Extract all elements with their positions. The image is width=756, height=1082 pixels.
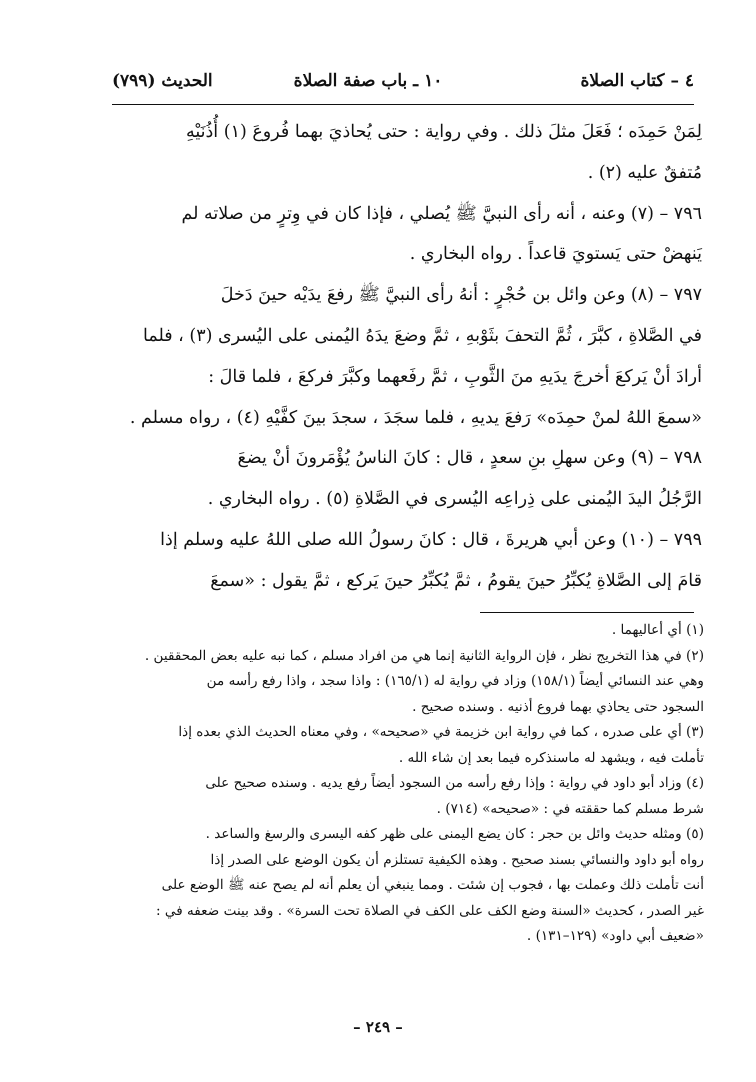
hadith-797-line: ٧٩٧ – (٨) وعن وائل بن حُجْرٍ : أنهُ رأى النبيَّ ﷺ رفعَ يدَيْه حينَ دَخلَ [220, 285, 702, 306]
text-line: لِمَنْ حَمِدَه ؛ فَعَلَ مثلَ ذلك . وفي رواية : حتى يُحاذيَ بهما فُروعَ (١) أُذُنَيْهِ [185, 122, 702, 142]
text-line: مُتفقٌ عليه (٢) . [587, 162, 702, 183]
text-line: الرَّجُلُ اليدَ اليُمنى على ذِراعِه اليُسرى في الصَّلاةِ (٥) . رواه البخاري . [207, 489, 702, 510]
footnote-line: السجود حتى يحاذي بهما فروع أذنيه . وسنده صحيح . [412, 698, 704, 715]
main-text [106, 112, 702, 602]
footnote-line: تأملت فيه ، ويشهد له ماسنذكره فيما بعد إن شاء الله . [398, 749, 704, 766]
page-number: – ٢٤٩ – [353, 1018, 403, 1036]
footnote-rule [480, 612, 694, 613]
text-line: أرادَ أنْ يَركعَ أخرجَ يدَيهِ منَ الثَّوبِ ، ثمَّ رفَعهما وكبَّرَ فركعَ ، فلما قالَ : [208, 366, 702, 387]
text-line: قامَ إلى الصَّلاةِ يُكبِّرُ حينَ يقومُ ، ثمَّ يُكبِّرُ حينَ يَركع ، ثمَّ يقول : «سمعَ [210, 570, 702, 591]
footnote-1: (١) أي أعاليهما . [611, 622, 704, 638]
footnote-line: «ضعيف أبي داود» (١٢٩–١٣١) . [526, 928, 704, 944]
footnote-4: (٤) وزاد أبو داود في رواية : وإذا رفع رأسه من السجود أيضاً رفع يديه . وسنده صحيح على [205, 775, 704, 791]
hadith-799-line: ٧٩٩ – (١٠) وعن أبي هريرةَ ، قال : كانَ رسولُ الله صلى اللهُ عليه وسلم إذا [160, 529, 702, 550]
footnote-line: رواه أبو داود والنسائي بسند صحيح . وهذه الكيفية تستلزم أن يكون الوضع على الصدر إذا [210, 851, 704, 868]
footnote-line: وهي عند النسائي أيضاً (١٥٨/١) وزاد في رواية له (١٦٥/١) : واذا سجد ، واذا رفع رأسه من [206, 673, 704, 689]
hadith-reference: الحديث (٧٩٩) [112, 71, 213, 91]
book-title: ٤ – كتاب الصلاة [580, 71, 694, 91]
footnote-line: شرط مسلم كما حققته في : «صحيحه» (٧١٤) . [436, 800, 704, 817]
footnote-line: غير الصدر ، كحديث «السنة وضع الكف على الكف في الصلاة تحت السرة» . وقد بينت ضعفه في : [155, 902, 704, 919]
page-header [112, 64, 694, 98]
text-line: في الصَّلاةِ ، كبَّرَ ، ثُمَّ التحفَ بثَوْبهِ ، ثمَّ وضعَ يدَهُ اليُمنى على اليُسرى (٣) ، فلما [143, 325, 702, 346]
footnote-5: (٥) ومثله حديث وائل بن حجر : كان يضع اليمنى على ظهر كفه اليسرى والرسغ والساعد . [205, 826, 704, 842]
chapter-title: ١٠ ـ باب صفة الصلاة [293, 71, 443, 91]
footnote-3: (٣) أي على صدره ، كما في رواية ابن خزيمة في «صحيحه» ، وفي معناه الحديث الذي بعده إذا [178, 724, 704, 740]
hadith-796-line: ٧٩٦ – (٧) وعنه ، أنه رأى النبيَّ ﷺ يُصلي ، فإذا كان في وِترٍ من صلاته لم [181, 203, 702, 224]
text-line: يَنهضْ حتى يَستويَ قاعداً . رواه البخاري . [409, 244, 702, 265]
footnote-2: (٢) في هذا التخريج نظر ، فإن الرواية الثانية إنما هي من افراد مسلم ، كما نبه عليه بعض المحققين . [144, 647, 704, 664]
text-line: «سمعَ اللهُ لمنْ حمِدَه» رَفعَ يديهِ ، فلما سجَدَ ، سجدَ بينَ كفَّيْهِ (٤) ، رواه مسلم . [129, 407, 702, 428]
header-rule [112, 104, 694, 105]
footnotes [100, 618, 704, 950]
footnote-line: أنت تأملت ذلك وعملت بها ، فجوب إن شئت . ومما ينبغي أن يعلم أنه لم يصح عنه ﷺ الوضع على [161, 877, 704, 893]
hadith-798-line: ٧٩٨ – (٩) وعن سهلِ بنِ سعدٍ ، قال : كانَ الناسُ يُؤْمَرونَ أنْ يضعَ [237, 448, 702, 469]
